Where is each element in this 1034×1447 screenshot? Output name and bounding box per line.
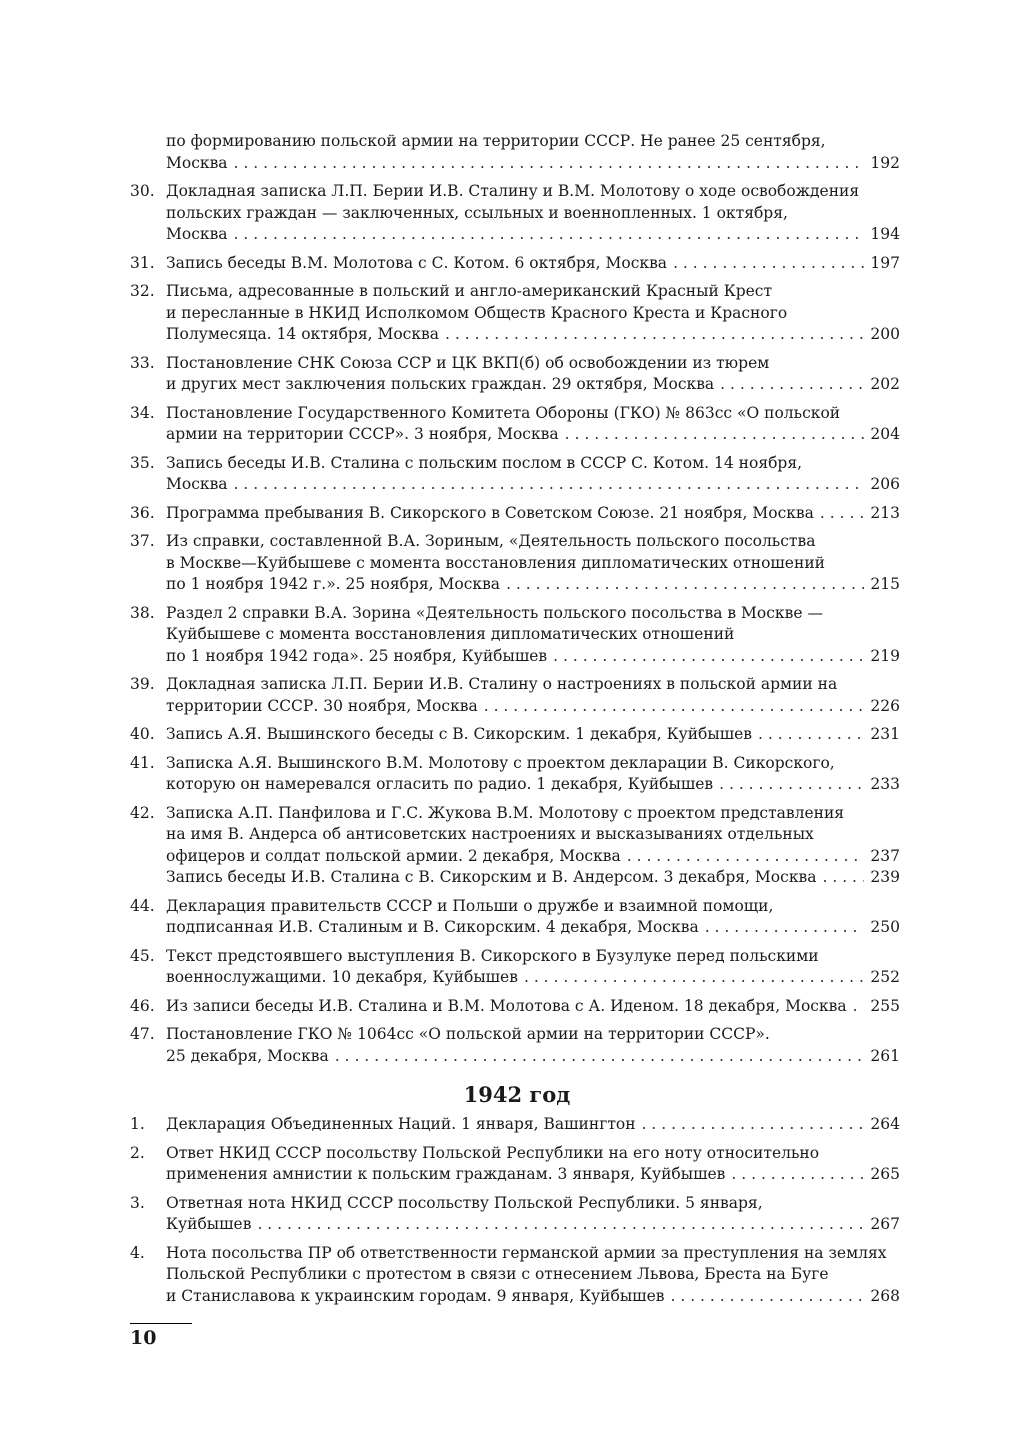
entry-number: 36.: [130, 503, 155, 522]
dot-leader: [847, 996, 864, 1018]
entry-text-line: по 1 ноября 1942 года». 25 ноября, Куйбышев: [166, 646, 548, 665]
dot-leader: [667, 253, 864, 275]
table-of-contents-1941: [130, 131, 900, 1074]
entry-text-line: Нота посольства ПР об ответственности германской армии за преступления на землях: [166, 1243, 887, 1262]
entry-text-line: Из справки, составленной В.А. Зориным, «Деятельность польского посольства: [166, 532, 816, 550]
page-reference: 219: [870, 646, 900, 665]
entry-text-line: в Москве—Куйбышеве с момента восстановления дипломатических отношений: [166, 553, 825, 572]
dot-leader: [500, 574, 864, 596]
entry-final-line: [166, 1286, 900, 1308]
entry-text-line: Постановление ГКО № 1064сс «О польской армии на территории СССР».: [166, 1025, 770, 1043]
entry-final-line: [166, 967, 900, 989]
dot-leader: [816, 867, 864, 889]
entry-number: 42.: [130, 803, 155, 822]
entry-number: 4.: [130, 1243, 145, 1262]
page-reference: 255: [870, 996, 900, 1015]
page-reference: 265: [870, 1165, 900, 1183]
dot-leader: [251, 1214, 864, 1236]
entry-final-line: [166, 374, 900, 396]
dot-leader: [621, 846, 864, 868]
entry-text-line: Куйбышеве с момента восстановления дипломатических отношений: [166, 625, 735, 643]
page-reference: 213: [870, 503, 900, 522]
toc-entry: [130, 253, 900, 275]
dot-leader: [665, 1286, 865, 1308]
entry-text-line: польских граждан — заключенных, ссыльных и военнопленных. 1 октября,: [166, 203, 788, 222]
toc-entry: [130, 1243, 900, 1308]
entry-final-line: [166, 867, 900, 889]
page-reference: 204: [870, 425, 900, 443]
entry-number: 41.: [130, 753, 155, 772]
entry-final-line: [166, 153, 900, 175]
entry-text-line: Записка А.П. Панфилова и Г.С. Жукова В.М. Молотову с проектом представления: [166, 803, 845, 822]
toc-entry: [130, 896, 900, 939]
entry-final-line: [166, 424, 900, 446]
toc-entry: [130, 1024, 900, 1067]
toc-entry: [130, 353, 900, 396]
dot-leader: [559, 424, 864, 446]
entry-final-line: [166, 996, 900, 1018]
entry-number: 31.: [130, 253, 155, 272]
entry-final-line: [166, 324, 900, 346]
toc-entry: [130, 946, 900, 989]
section-title: 1942 год: [463, 1082, 571, 1107]
entry-text-line: которую он намеревался огласить по радио. 1 декабря, Куйбышев: [166, 775, 714, 793]
entry-final-line: [166, 724, 900, 746]
page-reference: 192: [870, 153, 900, 172]
entry-text-line: Москва: [166, 475, 228, 493]
entry-text-line: подписанная И.В. Сталиным и В. Сикорским. 4 декабря, Москва: [166, 918, 699, 936]
entry-text-line: Москва: [166, 225, 228, 243]
toc-entry: [130, 1114, 900, 1136]
page-reference: 197: [870, 253, 900, 272]
entry-number: 47.: [130, 1025, 155, 1043]
entry-number: 33.: [130, 353, 155, 372]
entry-number: 38.: [130, 603, 155, 622]
entry-text-line: территории СССР. 30 ноября, Москва: [166, 696, 478, 715]
entry-text-line: применения амнистии к польским гражданам. 3 января, Куйбышев: [166, 1165, 726, 1183]
entry-text-line: и других мест заключения польских граждан. 29 октября, Москва: [166, 375, 715, 393]
entry-text-line: по 1 ноября 1942 г.». 25 ноября, Москва: [166, 575, 501, 593]
page-reference: 231: [870, 725, 900, 743]
entry-text-line: Ответная нота НКИД СССР посольству Польской Республики. 5 января,: [166, 1193, 763, 1212]
entry-number: 2.: [130, 1143, 145, 1162]
toc-entry: [130, 453, 900, 496]
entry-text-line: Докладная записка Л.П. Берии И.В. Сталину о настроениях в польской армии на: [166, 675, 838, 693]
entry-text-line: по формированию польской армии на территории СССР. Не ранее 25 сентября,: [166, 132, 826, 150]
toc-entry: [130, 803, 900, 889]
entry-number: 44.: [130, 896, 155, 915]
entry-final-line: [166, 774, 900, 796]
dot-leader: [228, 224, 864, 246]
toc-entry: [130, 724, 900, 746]
toc-entry: [130, 996, 900, 1018]
toc-entry: [130, 1143, 900, 1186]
page-reference: 261: [870, 1046, 900, 1065]
entry-text-line: Ответ НКИД СССР посольству Польской Республики на его ноту относительно: [166, 1143, 820, 1162]
entry-text-line: Запись беседы В.М. Молотова с С. Котом. 6 октября, Москва: [166, 253, 668, 272]
toc-entry: [130, 531, 900, 596]
entry-text-line: Запись А.Я. Вышинского беседы с В. Сикорским. 1 декабря, Куйбышев: [166, 725, 753, 743]
entry-text-line: Москва: [166, 153, 228, 172]
entry-text-line: и пересланные в НКИД Исполкомом Обществ Красного Креста и Красного: [166, 303, 788, 322]
toc-entry: [130, 603, 900, 668]
dot-leader: [636, 1114, 864, 1136]
toc-entry: [130, 674, 900, 717]
entry-number: 39.: [130, 675, 155, 693]
page-reference: 202: [870, 375, 900, 393]
toc-entry: [130, 1193, 900, 1236]
page-reference: 226: [870, 696, 900, 715]
entry-final-line: [166, 846, 900, 868]
dot-leader: [713, 774, 864, 796]
entry-text-line: 25 декабря, Москва: [166, 1046, 329, 1065]
entry-number: 32.: [130, 282, 155, 300]
page-reference: 233: [870, 775, 900, 793]
toc-entry: [130, 281, 900, 346]
entry-text-line: Куйбышев: [166, 1215, 252, 1233]
entry-final-line: [166, 574, 900, 596]
entry-number: 35.: [130, 453, 155, 472]
entry-text-line: Из записи беседы И.В. Сталина и В.М. Молотова с А. Иденом. 18 декабря, Москва: [166, 996, 847, 1015]
toc-entry: [130, 181, 900, 246]
toc-entry: [130, 753, 900, 796]
dot-leader: [228, 474, 864, 496]
entry-final-line: [166, 503, 900, 525]
entry-text-line: Постановление СНК Союза ССР и ЦК ВКП(б) об освобождении из тюрем: [166, 353, 770, 372]
entry-text-line: Запись беседы И.В. Сталина с В. Сикорским и В. Андерсом. 3 декабря, Москва: [166, 868, 817, 886]
table-of-contents-1942: [130, 1114, 900, 1314]
entry-number: 30.: [130, 182, 155, 200]
dot-leader: [329, 1046, 864, 1068]
page-reference: 264: [870, 1115, 900, 1133]
entry-final-line: [166, 1114, 900, 1136]
entry-number: 46.: [130, 996, 155, 1015]
entry-final-line: [166, 1046, 900, 1068]
page-reference: 250: [870, 918, 900, 936]
entry-final-line: [166, 1164, 900, 1186]
entry-number: 3.: [130, 1193, 145, 1212]
entry-text-line: офицеров и солдат польской армии. 2 декабря, Москва: [166, 846, 621, 865]
entry-number: 1.: [130, 1115, 145, 1133]
footer-rule: [130, 1323, 192, 1324]
entry-text-line: Запись беседы И.В. Сталина с польским послом в СССР С. Котом. 14 ноября,: [166, 453, 803, 472]
entry-number: 34.: [130, 403, 155, 422]
entry-final-line: [166, 917, 900, 939]
entry-final-line: [166, 646, 900, 668]
entry-final-line: [166, 1214, 900, 1236]
page-reference: 268: [870, 1286, 900, 1305]
dot-leader: [814, 503, 864, 525]
dot-leader: [714, 374, 864, 396]
page-reference: 215: [870, 575, 900, 593]
page-reference: 267: [870, 1215, 900, 1233]
dot-leader: [752, 724, 864, 746]
dot-leader: [478, 696, 864, 718]
page-reference: 252: [870, 968, 900, 986]
dot-leader: [228, 153, 864, 175]
entry-text-line: и Станиславова к украинским городам. 9 января, Куйбышев: [166, 1286, 665, 1305]
page-number: 10: [130, 1327, 157, 1349]
entry-text-line: Декларация Объединенных Наций. 1 января, Вашингтон: [166, 1115, 636, 1133]
entry-text-line: Письма, адресованные в польский и англо-американский Красный Крест: [166, 282, 773, 300]
page-reference: 200: [870, 325, 900, 343]
page-reference: 206: [870, 475, 900, 493]
entry-final-line: [166, 696, 900, 718]
entry-text-line: Программа пребывания В. Сикорского в Советском Союзе. 21 ноября, Москва: [166, 503, 814, 522]
entry-final-line: [166, 474, 900, 496]
entry-text-line: военнослужащими. 10 декабря, Куйбышев: [166, 968, 518, 986]
entry-text-line: Польской Республики с протестом в связи с отнесением Львова, Бреста на Буге: [166, 1265, 829, 1283]
dot-leader: [725, 1164, 864, 1186]
dot-leader: [518, 967, 864, 989]
dot-leader: [699, 917, 864, 939]
entry-number: 40.: [130, 725, 155, 743]
page-reference: 237: [870, 846, 900, 865]
entry-number: 37.: [130, 532, 155, 550]
entry-final-line: [166, 253, 900, 275]
dot-leader: [439, 324, 864, 346]
dot-leader: [547, 646, 864, 668]
entry-text-line: Декларация правительств СССР и Польши о дружбе и взаимной помощи,: [166, 896, 774, 915]
toc-entry: [130, 131, 900, 174]
entry-final-line: [166, 224, 900, 246]
page-reference: 194: [870, 225, 900, 243]
entry-text-line: Постановление Государственного Комитета Обороны (ГКО) № 863сс «О польской: [166, 403, 841, 422]
entry-text-line: армии на территории СССР». 3 ноября, Москва: [166, 425, 559, 443]
toc-entry: [130, 403, 900, 446]
page-reference: 239: [870, 868, 900, 886]
entry-text-line: на имя В. Андерса об антисоветских настроениях и высказываниях отдельных: [166, 825, 814, 843]
entry-text-line: Полумесяца. 14 октября, Москва: [166, 325, 440, 343]
entry-text-line: Текст предстоявшего выступления В. Сикорского в Бузулуке перед польскими: [166, 946, 819, 965]
entry-number: 45.: [130, 946, 155, 965]
entry-text-line: Записка А.Я. Вышинского В.М. Молотову с проектом декларации В. Сикорского,: [166, 753, 835, 772]
entry-text-line: Раздел 2 справки В.А. Зорина «Деятельность польского посольства в Москве —: [166, 603, 823, 622]
entry-text-line: Докладная записка Л.П. Берии И.В. Сталину и В.М. Молотову о ходе освобождения: [166, 182, 860, 200]
toc-entry: [130, 503, 900, 525]
